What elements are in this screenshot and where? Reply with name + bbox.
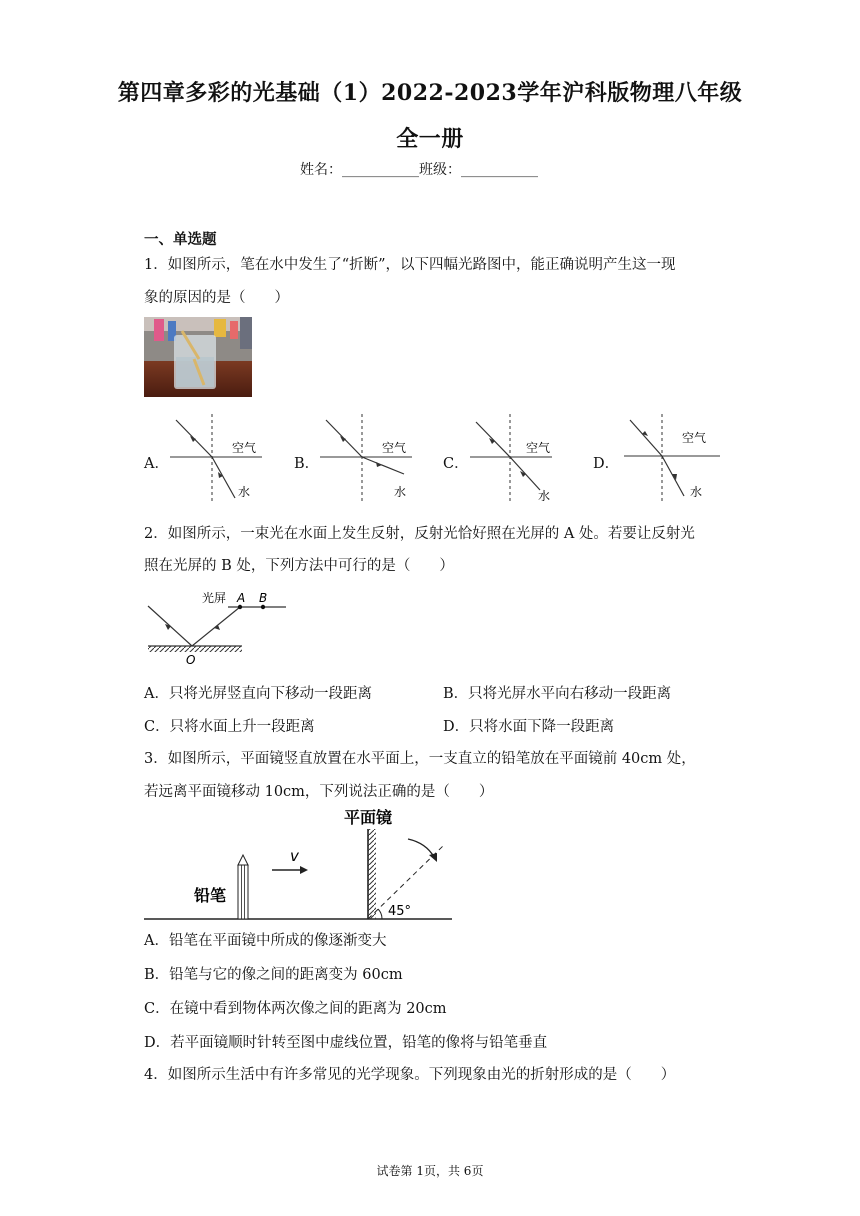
q2-option-c[interactable]: C．只将水面上升一段距离 [144, 719, 315, 735]
point-o-label: O [186, 653, 196, 667]
name-label: 姓名： [300, 162, 342, 178]
q1-option-c-diagram[interactable] [466, 412, 566, 504]
q3-stem-line1: 3．如图所示，平面镜竖直放置在水平面上，一支直立的铅笔放在平面镜前 40cm 处， [144, 751, 696, 767]
q1-b-air-label: 空气 [382, 441, 407, 455]
student-info [300, 159, 538, 179]
name-field[interactable]: ___________ [342, 162, 419, 178]
screen-label: 光屏 [202, 591, 227, 605]
q1-option-a-label[interactable]: A． [144, 456, 169, 472]
q1-stem-line2: 象的原因的是（ ） [144, 290, 289, 306]
pencil-in-glass-photo [144, 317, 252, 397]
page-footer: 试卷第 1页，共 6页 [376, 1164, 484, 1178]
velocity-label: v [290, 847, 299, 865]
q1-option-c-label[interactable]: C． [443, 456, 469, 472]
q2-reflection-diagram [144, 588, 294, 668]
q1-option-d-label[interactable]: D． [593, 456, 620, 472]
q1-a-air-label: 空气 [232, 441, 257, 455]
q3-option-a[interactable]: A．铅笔在平面镜中所成的像逐渐变大 [144, 933, 387, 949]
mirror-label: 平面镜 [344, 808, 393, 827]
q2-stem-line2: 照在光屏的 B 处，下列方法中可行的是（ ） [144, 558, 454, 574]
q1-d-water-label: 水 [690, 485, 703, 499]
point-b-label: B [259, 591, 268, 605]
q1-option-a-diagram[interactable] [166, 412, 266, 504]
q1-d-air-label: 空气 [682, 431, 707, 445]
q3-option-d[interactable]: D．若平面镜顺时针转至图中虚线位置，铅笔的像将与铅笔垂直 [144, 1035, 548, 1051]
q3-stem-line2: 若远离平面镜移动 10cm，下列说法正确的是（ ） [144, 784, 494, 800]
q2-stem-line1: 2．如图所示，一束光在水面上发生反射，反射光恰好照在光屏的 A 处。若要让反射光 [144, 526, 695, 542]
point-a-label: A [237, 591, 246, 605]
section-title: 一、单选题 [144, 231, 217, 248]
page-title-line2: 全一册 [396, 126, 464, 152]
q3-option-b[interactable]: B．铅笔与它的像之间的距离变为 60cm [144, 967, 403, 983]
class-field[interactable]: ___________ [461, 162, 538, 178]
q3-option-c[interactable]: C．在镜中看到物体两次像之间的距离为 20cm [144, 1001, 447, 1017]
q1-b-water-label: 水 [394, 485, 407, 499]
pencil-label: 铅笔 [194, 886, 227, 905]
q1-a-water-label: 水 [238, 485, 251, 499]
class-label: 班级： [419, 162, 461, 178]
angle-label: 45° [388, 904, 412, 919]
q1-option-d-diagram[interactable] [622, 412, 722, 504]
q2-option-b[interactable]: B．只将光屏水平向右移动一段距离 [443, 686, 672, 702]
q1-c-water-label: 水 [538, 489, 551, 503]
q2-option-a[interactable]: A．只将光屏竖直向下移动一段距离 [144, 686, 372, 702]
q3-mirror-diagram [144, 805, 454, 925]
q4-stem-line1: 4．如图所示生活中有许多常见的光学现象。下列现象由光的折射形成的是（ ） [144, 1067, 676, 1083]
q1-option-b-label[interactable]: B． [294, 456, 320, 472]
q1-stem-line1: 1．如图所示，笔在水中发生了“折断”，以下四幅光路图中，能正确说明产生这一现 [144, 257, 676, 273]
page-title: 第四章多彩的光基础（1）2022-2023学年沪科版物理八年级 [117, 80, 743, 106]
q1-option-b-diagram[interactable] [316, 412, 416, 504]
q1-c-air-label: 空气 [526, 441, 551, 455]
q2-option-d[interactable]: D．只将水面下降一段距离 [443, 719, 615, 735]
